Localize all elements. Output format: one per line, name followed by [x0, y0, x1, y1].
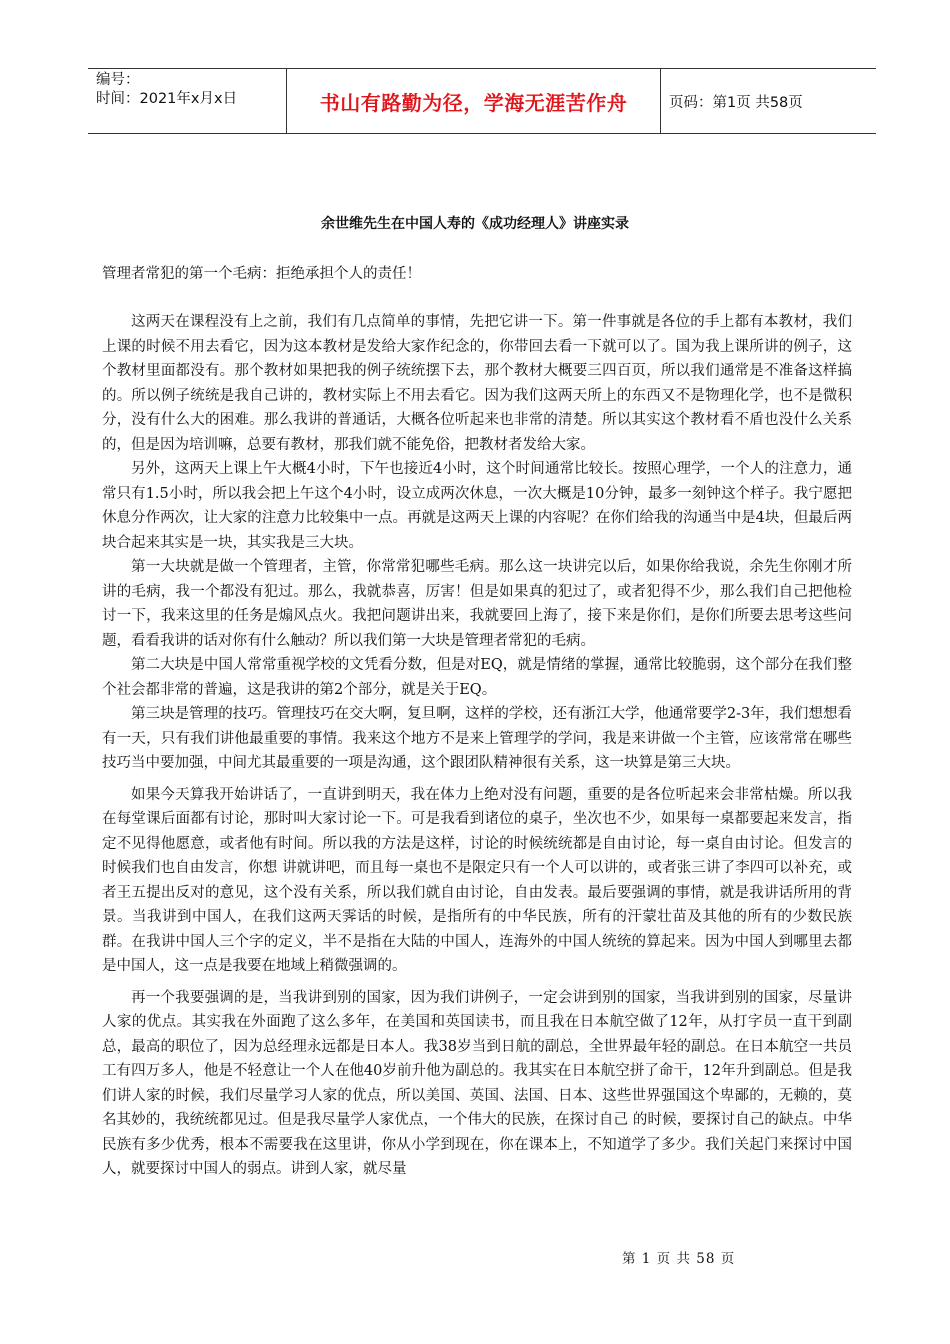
header-page-label: 页码：第1页 共58页	[669, 94, 803, 111]
body-paragraph: 如果今天算我开始讲话了，一直讲到明天，我在体力上绝对没有问题，重要的是各位听起来会非常枯燥。所以我在每堂课后面都有讨论，那时叫大家讨论一下。可是我看到诸位的桌子，坐次也不少，如果每一桌都要起来发言，指定不见得他愿意，或者他有时间。所以我的方法是这样，讨论的时候统统都是自由讨论，每一桌自由讨论。但发言的时候我们也自由发言，你想 讲就讲吧，而且每一桌也不是限定只有一个人可以讲的，或者张三讲了李四可以补充，或者王五提出反对的意见，这个没有关系，所以我们就自由讨论，自由发表。最后要强调的事情，就是我讲话所用的背景。当我讲到中国人，在我们这两天霁话的时候，是指所有的中华民族，所有的汗蒙壮苗及其他的所有的少数民族群。在我讲中国人三个字的定义，半不是指在大陆的中国人，连海外的中国人统统的算起来。因为中国人到哪里去都是中国人，这一点是我要在地域上稍微强调的。	[102, 786, 852, 974]
body-paragraph: 第二大块是中国人常常重视学校的文凭看分数，但是对EQ，就是情绪的掌握，通常比较脆弱，这个部分在我们整个社会都非常的普遍，这是我讲的第2个部分，就是关于EQ。	[102, 657, 852, 698]
body-paragraph: 再一个我要强调的是，当我讲到别的国家，因为我们讲例子，一定会讲到别的国家，当我讲到别的国家，尽量讲人家的优点。其实我在外面跑了这么多年，在美国和英国读书，而且我在日本航空做了12年，从打字员一直干到副总，最高的职位了，因为总经理永远都是日本人。我38岁当到日航的副总，全世界最年轻的副总。在日本航空一共员工有四万多人，他是不轻意让一个人在他40岁前升他为副总的。我其实在日本航空拼了命干，12年升到副总。但是我们讲人家的时候，我们尽量学习人家的优点，所以美国、英国、法国、日本、这些世界强国这个卑鄙的，无赖的，莫名其妙的，我统统都见过。但是我尽量学人家优点，一个伟大的民族，在探讨自己 的时候，要探讨自己的缺点。中华民族有多少优秀，根本不需要我在这里讲，你从小学到现在，你在课本上，不知道学了多少。我们关起门来探讨中国人，就要探讨中国人的弱点。讲到人家，就尽量	[102, 989, 852, 1177]
document-time-label: 时间：2021年x月x日	[96, 91, 238, 107]
body-paragraph: 第一大块就是做一个管理者，主管，你常常犯哪些毛病。那么这一块讲完以后，如果你给我说，余先生你刚才所讲的毛病，我一个都没有犯过。那么，我就恭喜，厉害！但是如果真的犯过了，或者犯得不少，那么我们自己把他检讨一下，我来这里的任务是煽风点火。我把问题讲出来，我就要回上海了，接下来是你们，是你们所要去思考这些问题，看看我讲的话对你有什么触动？所以我们第一大块是管理者常犯的毛病。	[102, 559, 852, 649]
document-number-label: 编号：	[96, 72, 140, 88]
section-subtitle: 管理者常犯的第一个毛病：拒绝承担个人的责任！	[102, 266, 421, 282]
header-motto: 书山有路勤为径，学海无涯苦作舟	[319, 90, 628, 115]
body-paragraph: 另外，这两天上课上午大概4小时，下午也接近4小时，这个时间通常比较长。按照心理学，一个人的注意力，通常只有1.5小时，所以我会把上午这个4小时，设立成两次休息，一次大概是10分钟，最多一刻钟这个样子。我宁愿把休息分作两次，让大家的注意力比较集中一点。再就是这两天上课的内容呢？在你们给我的沟通当中是4块，但最后两块合起来其实是一块，其实我是三大块。	[102, 461, 852, 551]
header-page-cell	[661, 69, 876, 133]
document-title: 余世维先生在中国人寿的《成功经理人》讲座实录	[321, 216, 629, 232]
body-paragraph: 第三块是管理的技巧。管理技巧在交大啊，复旦啊，这样的学校，还有浙江大学，他通常要学2-3年，我们想想看有一天，只有我们讲他最重要的事情。我来这个地方不是来上管理学的学问，我是来讲做一个主管，应该常常在哪些技巧当中要加强，中间尤其最重要的一项是沟通，这个跟团队精神很有关系，这一块算是第三大块。	[102, 706, 852, 771]
page-header	[88, 68, 876, 134]
body-paragraph: 这两天在课程没有上之前，我们有几点简单的事情，先把它讲一下。第一件事就是各位的手上都有本教材，我们上课的时候不用去看它，因为这本教材是发给大家作纪念的，你带回去看一下就可以了。国为我上课所讲的例子，这个教材里面都没有。那个教材如果把我的例子统统摆下去，那个教材大概要三四百页，所以我们通常是不准备这样搞的。所以例子统统是我自己讲的，教材实际上不用去看它。因为我们这两天所上的东西又不是物理化学，也不是微积分，没有什么大的困难。那么我讲的普通话，大概各位听起来也非常的清楚。所以其实这个教材看不盾也没什么关系的，但是因为培训嘛，总要有教材，那我们就不能免俗，把教材者发给大家。	[102, 314, 852, 453]
header-motto-cell	[286, 69, 661, 133]
page-footer: 第 1 页 共 58 页	[622, 1251, 736, 1267]
document-body	[102, 310, 852, 1182]
header-meta	[88, 69, 286, 133]
